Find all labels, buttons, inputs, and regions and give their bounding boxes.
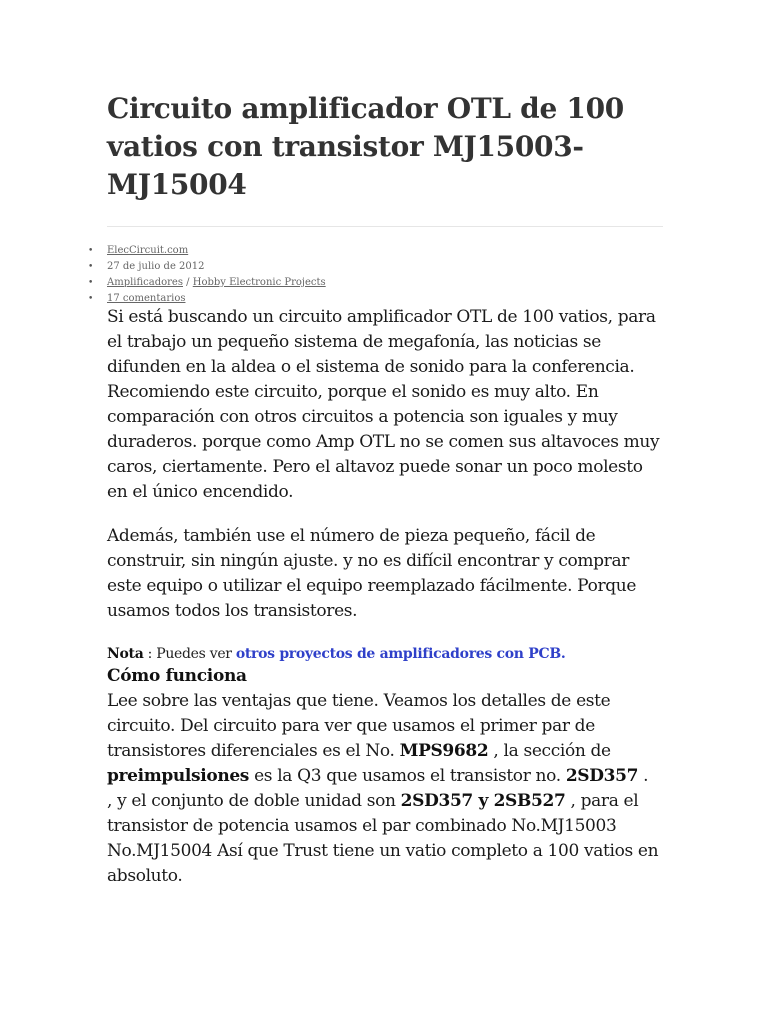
amplifier-projects-link[interactable]: otros proyectos de amplificadores con PCB. [235,646,566,662]
article-meta-list [88,243,326,307]
note-text: : Puedes ver [143,646,236,662]
text-span: . [638,766,649,786]
meta-date [88,259,326,275]
meta-author [88,243,326,259]
category-link-amplificadores[interactable]: Amplificadores [107,277,183,288]
stage-name: preimpulsiones [107,766,250,786]
comments-link[interactable]: 17 comentarios [107,293,186,304]
category-link-hobby[interactable]: Hobby Electronic Projects [192,277,326,288]
text-span: , la sección de [488,741,611,761]
part-number: MPS9682 [399,741,489,761]
text-span: Lee sobre las ventajas que tiene. Veamos los detalles de este circuito. Del circuito para ver que usamos el primer par de transistores diferenciales es el No. [107,691,611,761]
bullet-icon: • [88,278,94,288]
bullet-icon: • [88,294,94,304]
text-span: , para el transistor de potencia usamos el par combinado No.MJ15003 No.MJ15004 Así que Trust tiene un vatio completo a 100 vatios en absoluto. [107,791,659,886]
bullet-icon: • [88,246,94,256]
publish-date: 27 de julio de 2012 [107,261,205,272]
text-span: , y el conjunto de doble unidad son [107,791,401,811]
paragraph-features: Además, también use el número de pieza pequeño, fácil de construir, sin ningún ajuste. y no es difícil encontrar y comprar este equipo o utilizar el equipo reemplazado fácilmente. Porque usamos todos los transistores. [107,526,637,621]
category-separator: / [183,277,193,288]
note-line [107,643,667,665]
paragraph-how-it-works [107,689,667,889]
bullet-icon: • [88,262,94,272]
part-number: 2SD357 y 2SB527 [400,791,566,811]
author-link[interactable]: ElecCircuit.com [107,245,189,256]
article-title: Circuito amplificador OTL de 100 vatios con transistor MJ15003-MJ15004 [107,92,624,201]
part-number: 2SD357 [565,766,639,786]
title-divider [107,226,663,227]
section-heading: Cómo funciona [107,666,247,686]
meta-categories [88,275,326,291]
note-label: Nota [107,646,144,662]
text-span: es la Q3 que usamos el transistor no. [249,766,566,786]
paragraph-intro: Si está buscando un circuito amplificador OTL de 100 vatios, para el trabajo un pequeño sistema de megafonía, las noticias se difunden en la aldea o el sistema de sonido para la conferencia. Recomiendo este circuito, porque el sonido es muy alto. En comparación con otros circuitos a potencia son iguales y muy duraderos. porque como Amp OTL no se comen sus altavoces muy caros, ciertamente. Pero el altavoz puede sonar un poco molesto en el único encendido. [107,307,660,502]
